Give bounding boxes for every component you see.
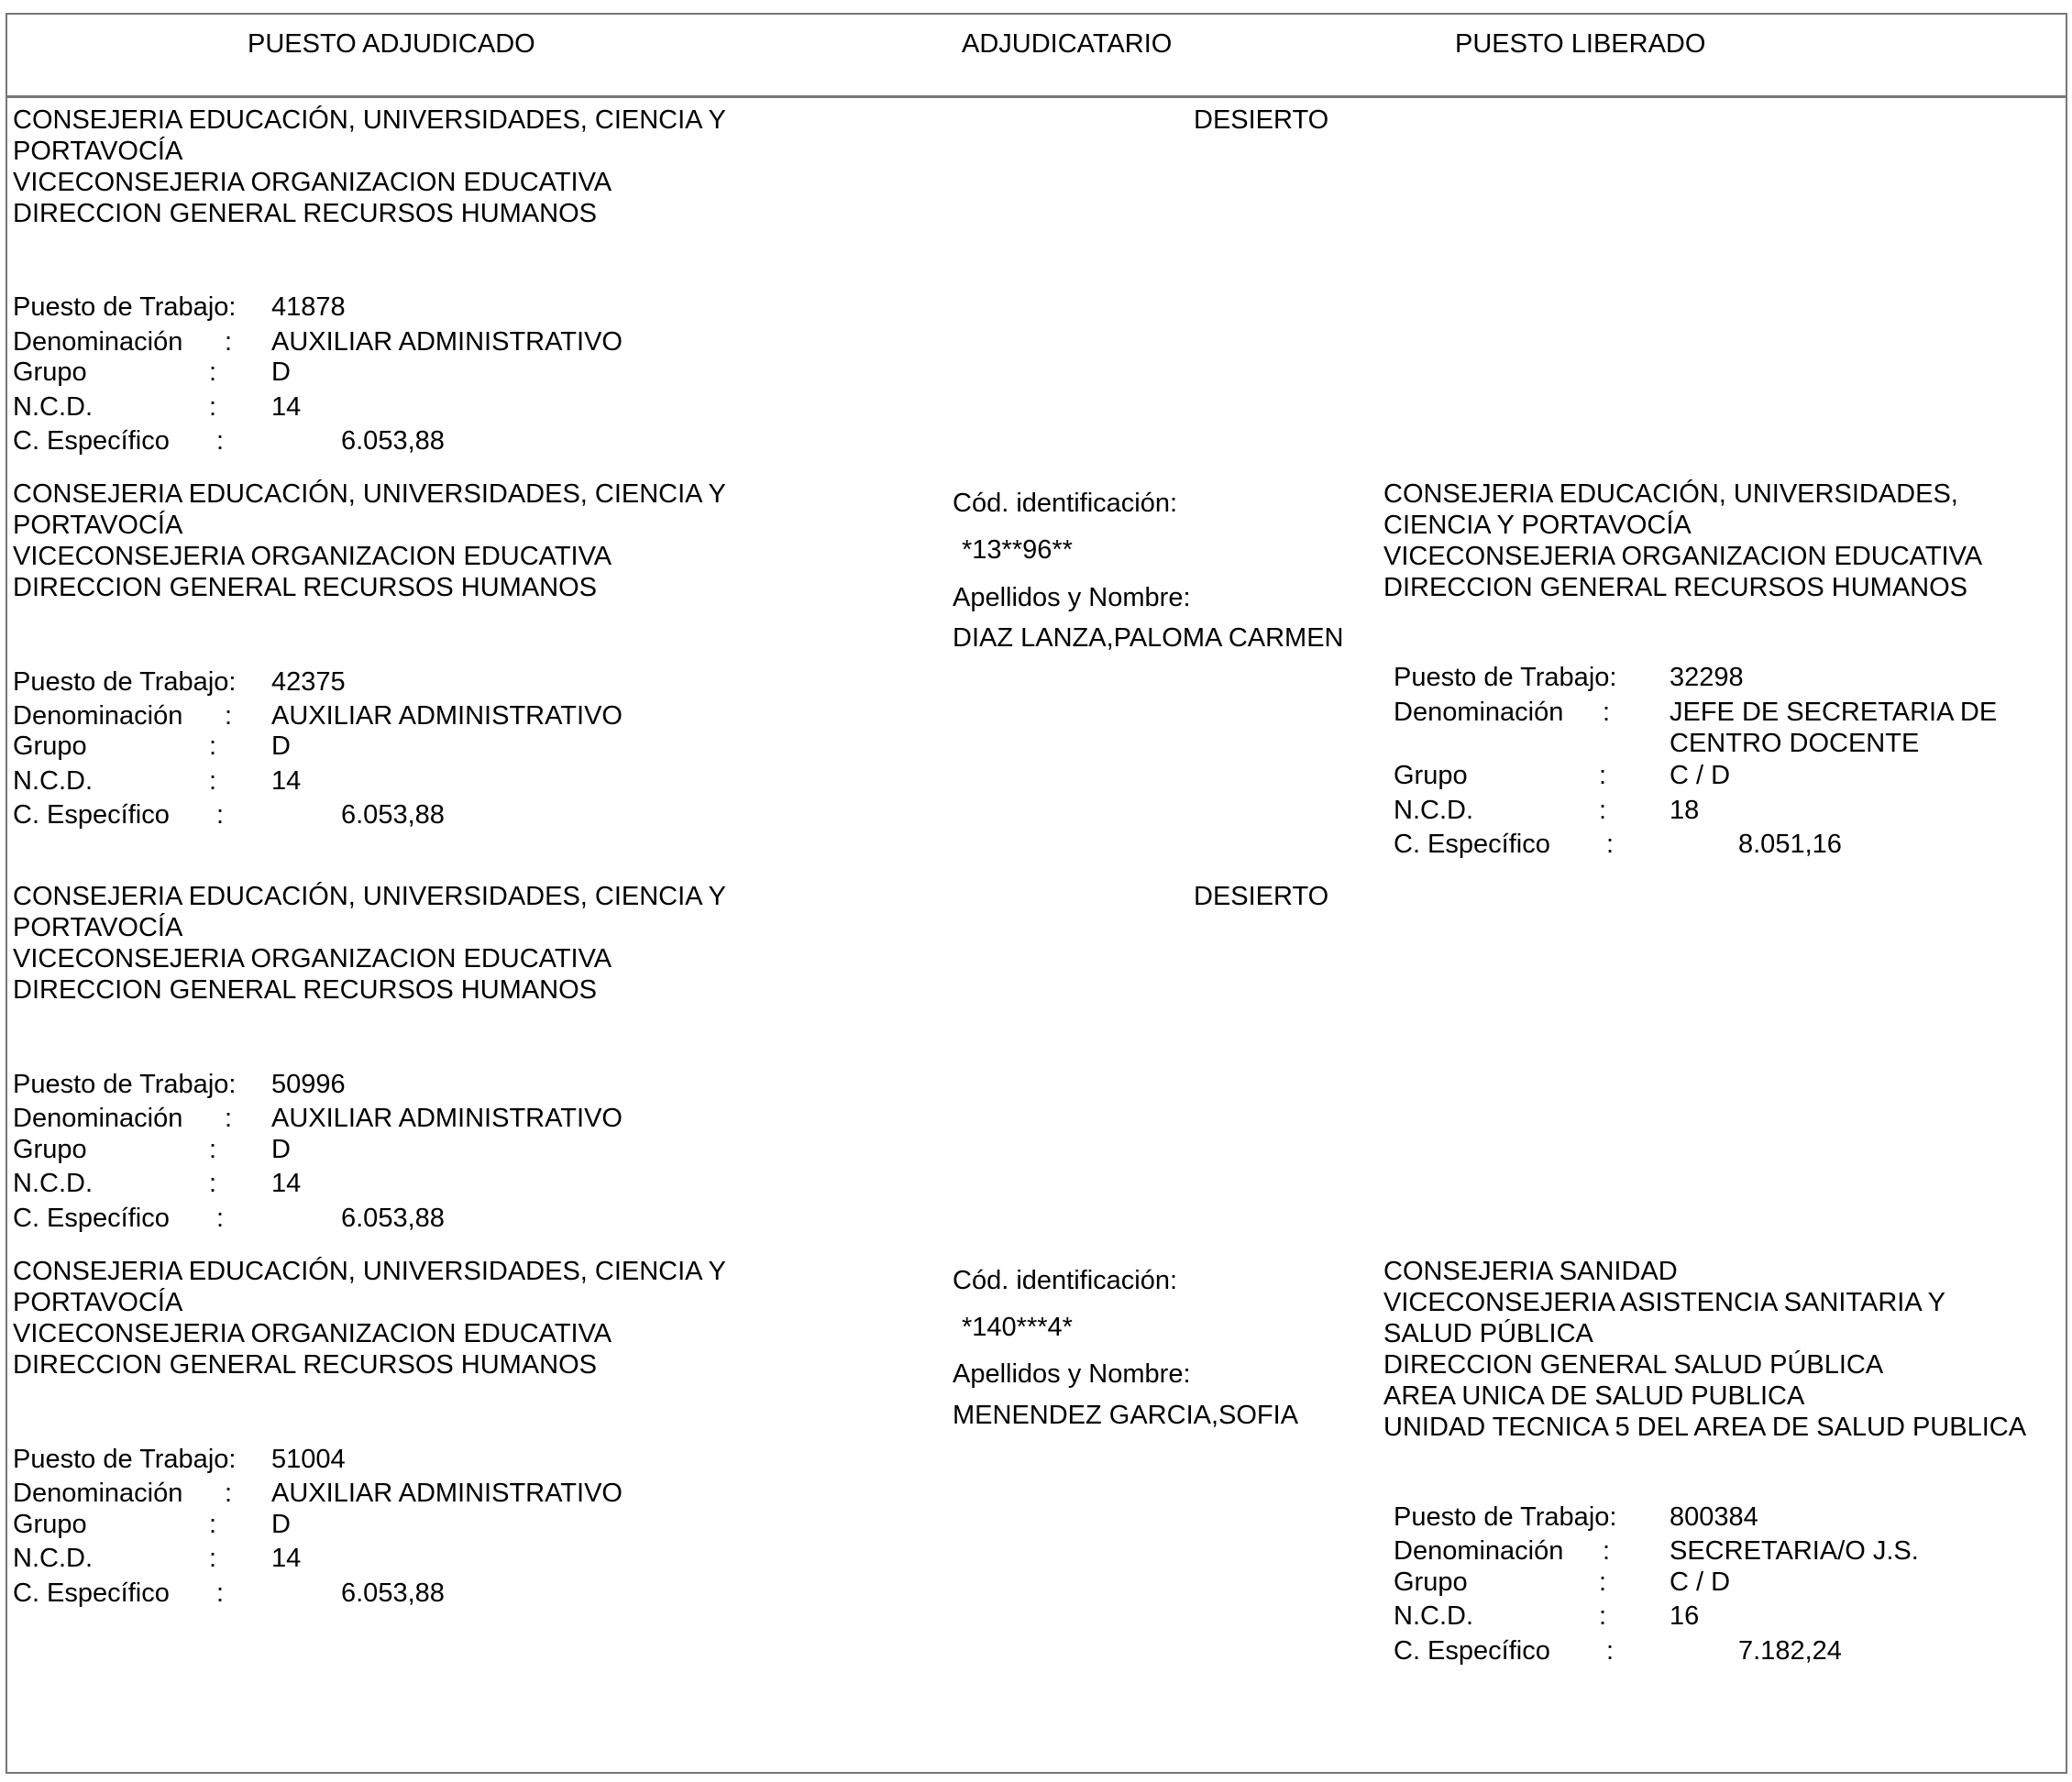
value-denominacion: JEFE DE SECRETARIA DE [1670,698,1998,727]
label-cod-identificacion: Cód. identificación: [953,489,1178,518]
value-ncd: 14 [271,766,302,796]
value-ncd: 14 [271,1544,302,1573]
value-ncd: 14 [271,1169,302,1198]
label-denominacion: Denominación [1394,1536,1564,1566]
label-puesto: Puesto de Trabajo: [1394,663,1617,692]
colon: : [1603,1536,1611,1566]
label-grupo: Grupo [1394,1568,1468,1597]
value-especifico: 6.053,88 [341,800,445,830]
colon: : [209,766,217,796]
colon: : [209,358,217,387]
value-grupo: D [271,732,291,761]
value-cod-identificacion: *13**96** [962,535,1073,565]
label-grupo: Grupo [13,1135,87,1164]
label-ncd: N.C.D. [13,766,93,796]
colon: : [1599,761,1607,790]
colon: : [209,392,217,422]
value-grupo: D [271,1135,291,1164]
value-denominacion-cont: CENTRO DOCENTE [1670,729,1920,758]
value-denominacion: AUXILIAR ADMINISTRATIVO [271,701,623,731]
label-denominacion: Denominación [13,1479,183,1508]
adjudicado-organization: CONSEJERIA EDUCACIÓN, UNIVERSIDADES, CIENCIA Y PORTAVOCÍA VICECONSEJERIA ORGANIZACION EDUCATIVA DIRECCION GENERAL RECURSOS HUMANOS [13,479,726,602]
label-ncd: N.C.D. [13,1169,93,1198]
label-grupo: Grupo [13,732,87,761]
label-denominacion: Denominación [1394,698,1564,727]
colon: : [225,1104,233,1133]
colon: : [216,1578,225,1608]
label-apellidos-nombre: Apellidos y Nombre: [953,1359,1191,1389]
label-especifico: C. Específico [13,1578,170,1608]
status-desierto: DESIERTO [1194,105,1329,135]
value-puesto: 32298 [1670,663,1744,692]
label-ncd: N.C.D. [13,392,93,422]
label-denominacion: Denominación [13,327,183,357]
value-cod-identificacion: *140***4* [962,1313,1073,1342]
colon: : [216,800,225,830]
label-especifico: C. Específico [13,1204,170,1233]
value-especifico: 6.053,88 [341,1578,445,1608]
colon: : [209,1544,217,1573]
label-grupo: Grupo [13,358,87,387]
header-puesto-adjudicado: PUESTO ADJUDICADO [248,29,535,59]
adjudicado-organization: CONSEJERIA EDUCACIÓN, UNIVERSIDADES, CIENCIA Y PORTAVOCÍA VICECONSEJERIA ORGANIZACION EDUCATIVA DIRECCION GENERAL RECURSOS HUMANOS [13,1257,726,1380]
label-ncd: N.C.D. [1394,1601,1473,1631]
colon: : [1606,1636,1615,1666]
value-apellidos-nombre: MENENDEZ GARCIA,SOFIA [953,1401,1299,1430]
colon: : [216,1204,225,1233]
value-puesto: 50996 [271,1070,346,1099]
value-puesto: 41878 [271,292,346,322]
colon: : [209,1135,217,1164]
value-denominacion: SECRETARIA/O J.S. [1670,1536,1919,1566]
header-puesto-liberado: PUESTO LIBERADO [1455,29,1706,59]
label-grupo: Grupo [1394,761,1468,790]
value-denominacion: AUXILIAR ADMINISTRATIVO [271,1104,623,1133]
label-especifico: C. Específico [13,426,170,456]
colon: : [209,1510,217,1539]
label-puesto: Puesto de Trabajo: [13,292,237,322]
colon: : [225,327,233,357]
value-especifico: 6.053,88 [341,1204,445,1233]
value-puesto: 42375 [271,667,346,697]
adjudicado-organization: CONSEJERIA EDUCACIÓN, UNIVERSIDADES, CIENCIA Y PORTAVOCÍA VICECONSEJERIA ORGANIZACION EDUCATIVA DIRECCION GENERAL RECURSOS HUMANOS [13,882,726,1005]
value-grupo: C / D [1670,1568,1731,1597]
value-denominacion: AUXILIAR ADMINISTRATIVO [271,1479,623,1508]
colon: : [209,732,217,761]
value-puesto: 800384 [1670,1502,1758,1532]
liberado-organization: CONSEJERIA SANIDAD VICECONSEJERIA ASISTENCIA SANITARIA Y SALUD PÚBLICA DIRECCION GENERAL SALUD PÚBLICA AREA UNICA DE SALUD PUBLICA UNIDAD TECNICA 5 DEL AREA DE SALUD PUBLICA [1383,1257,2027,1442]
value-grupo: D [271,1510,291,1539]
header-adjudicatario: ADJUDICATARIO [962,29,1173,59]
value-denominacion: AUXILIAR ADMINISTRATIVO [271,327,623,357]
label-ncd: N.C.D. [13,1544,93,1573]
label-denominacion: Denominación [13,1104,183,1133]
colon: : [1599,1568,1607,1597]
colon: : [1603,698,1611,727]
colon: : [1599,1601,1607,1631]
adjudicado-organization: CONSEJERIA EDUCACIÓN, UNIVERSIDADES, CIENCIA Y PORTAVOCÍA VICECONSEJERIA ORGANIZACION EDUCATIVA DIRECCION GENERAL RECURSOS HUMANOS [13,105,726,228]
label-especifico: C. Específico [1394,830,1550,859]
label-puesto: Puesto de Trabajo: [1394,1502,1617,1532]
value-grupo: D [271,358,291,387]
label-apellidos-nombre: Apellidos y Nombre: [953,583,1191,612]
label-puesto: Puesto de Trabajo: [13,1070,237,1099]
colon: : [1599,796,1607,825]
liberado-organization: CONSEJERIA EDUCACIÓN, UNIVERSIDADES, CIENCIA Y PORTAVOCÍA VICECONSEJERIA ORGANIZACION EDUCATIVA DIRECCION GENERAL RECURSOS HUMANOS [1383,479,1983,602]
colon: : [209,1169,217,1198]
value-ncd: 16 [1670,1601,1700,1631]
value-ncd: 18 [1670,796,1700,825]
colon: : [225,701,233,731]
colon: : [1606,830,1615,859]
label-ncd: N.C.D. [1394,796,1473,825]
label-grupo: Grupo [13,1510,87,1539]
colon: : [216,426,225,456]
label-puesto: Puesto de Trabajo: [13,1445,237,1474]
colon: : [225,1479,233,1508]
label-puesto: Puesto de Trabajo: [13,667,237,697]
value-especifico: 8.051,16 [1738,830,1842,859]
label-especifico: C. Específico [1394,1636,1550,1666]
value-ncd: 14 [271,392,302,422]
value-especifico: 7.182,24 [1738,1636,1842,1666]
label-cod-identificacion: Cód. identificación: [953,1266,1178,1295]
status-desierto: DESIERTO [1194,882,1329,911]
label-denominacion: Denominación [13,701,183,731]
value-apellidos-nombre: DIAZ LANZA,PALOMA CARMEN [953,623,1344,653]
value-grupo: C / D [1670,761,1731,790]
label-especifico: C. Específico [13,800,170,830]
value-puesto: 51004 [271,1445,346,1474]
value-especifico: 6.053,88 [341,426,445,456]
